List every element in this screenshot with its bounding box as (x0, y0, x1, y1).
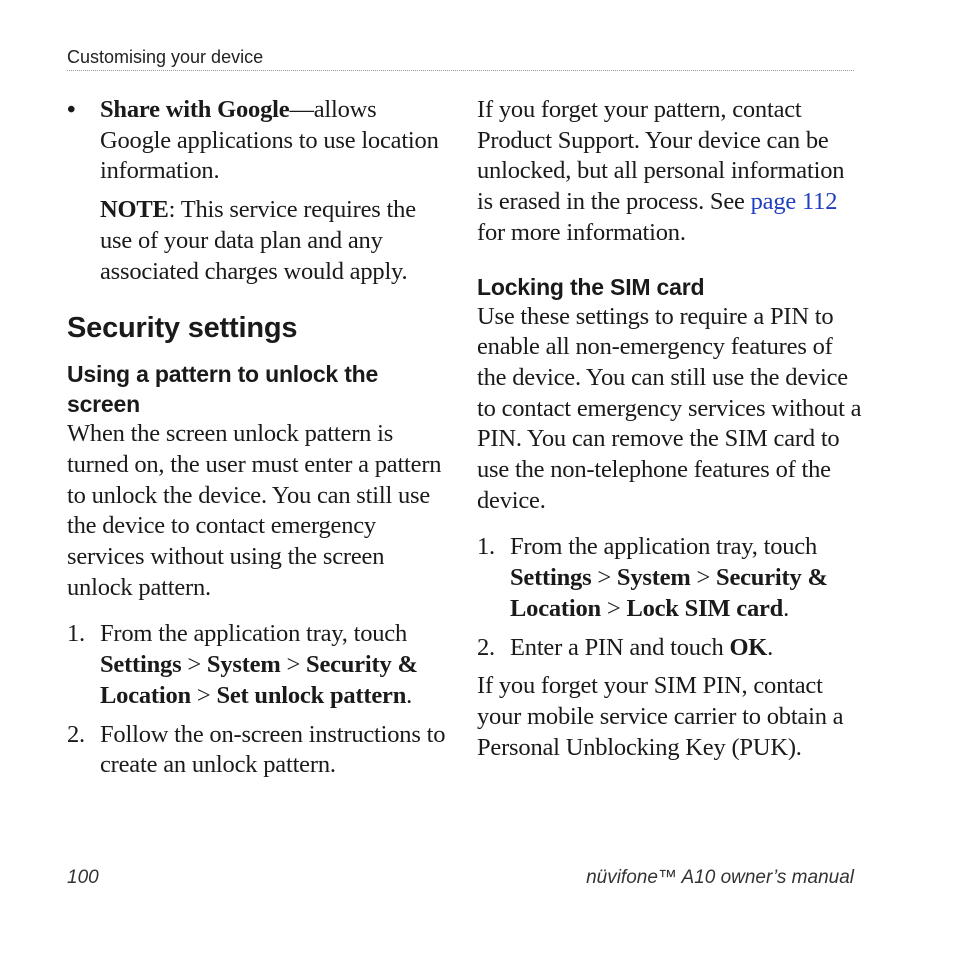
step-number: 2. (67, 720, 85, 748)
bullet-term: Share with Google (100, 96, 290, 123)
subsection-title-sim-lock: Locking the SIM card (477, 273, 705, 300)
sim-step-2 (477, 633, 862, 664)
forgot-pattern-paragraph: If you forget your pattern, contact Product Support. Your device can be unlocked, but all personal information is erased in the process. See page 112 for more information. (477, 96, 845, 246)
menu-system: System (206, 651, 281, 679)
unlock-step-2 (67, 720, 452, 781)
step-number: 1. (477, 533, 495, 561)
ok-label: OK (729, 633, 768, 661)
page-link[interactable]: page 112 (750, 188, 838, 216)
menu-lock-sim-card: Lock SIM card (626, 594, 784, 622)
sim-step-1 (477, 532, 862, 624)
step-text: Enter a PIN and touch OK. (510, 633, 774, 661)
running-header-text: Customising your device (67, 47, 264, 67)
left-column (67, 95, 452, 781)
note-label: NOTE (100, 196, 169, 224)
unlock-step-1 (67, 619, 452, 711)
bullet-text (100, 95, 452, 187)
menu-set-unlock-pattern: Set unlock pattern (216, 681, 407, 709)
section-title: Security settings (67, 312, 298, 345)
unlock-pattern-intro: When the screen unlock pattern is turned on, the user must enter a pattern to unlock the device. You can still use the device to contact emergency services without using the screen unlock pattern. (67, 420, 442, 601)
step-number: 1. (67, 620, 85, 648)
note (67, 195, 452, 287)
step-text: From the application tray, touch Settings > System > Security & Location > Set unlock pattern. (100, 620, 418, 709)
forgot-sim-pin-paragraph: If you forget your SIM PIN, contact your mobile service carrier to obtain a Personal Unblocking Key (PUK). (477, 672, 844, 761)
running-header (67, 47, 854, 71)
step-text: Follow the on-screen instructions to create an unlock pattern. (100, 720, 446, 779)
bullet-mark: • (67, 96, 76, 123)
menu-settings: Settings (510, 564, 592, 592)
step-text: From the application tray, touch Settings > System > Security & Location > Lock SIM card. (510, 533, 828, 622)
menu-security-location: Security & Location (100, 651, 418, 709)
bullet-item-share-with-google (67, 95, 452, 187)
sim-lock-intro: Use these settings to require a PIN to enable all non-emergency features of the device. You can still use the device to contact emergency services without a PIN. You can remove the SIM card to use the non-telephone features of the device. (477, 302, 862, 514)
bullet-description: —allows Google applications to use location information. (100, 96, 439, 185)
menu-system: System (616, 564, 691, 592)
manual-title: nüvifone™ A10 owner’s manual (586, 867, 854, 888)
step-number: 2. (477, 633, 495, 661)
note-text: : This service requires the use of your data plan and any associated charges would apply. (100, 196, 416, 285)
right-column (477, 95, 862, 763)
subsection-title-unlock-pattern: Using a pattern to unlock the screen (67, 361, 379, 418)
menu-security-location: Security & Location (510, 564, 828, 622)
page-number: 100 (67, 867, 99, 888)
menu-settings: Settings (100, 651, 182, 679)
